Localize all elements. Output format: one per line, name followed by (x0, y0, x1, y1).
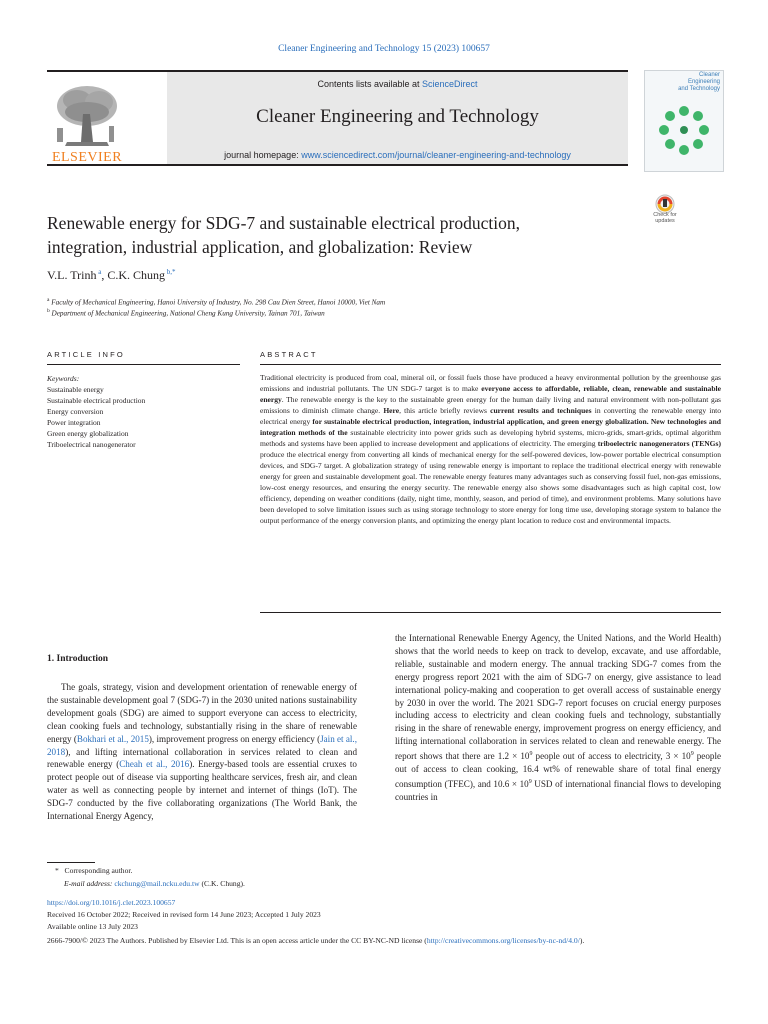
cover-title (650, 72, 720, 93)
affiliation-marker[interactable]: b,* (166, 268, 176, 276)
affiliation-marker: a (47, 297, 50, 303)
keyword-item: Sustainable energy (47, 385, 104, 394)
footnote-divider (47, 862, 95, 863)
citation-link[interactable]: Jain et al., 2018 (47, 733, 357, 757)
author-name[interactable]: C.K. Chung (107, 268, 166, 282)
journal-title: Cleaner Engineering and Technology (256, 106, 539, 127)
article-title-line2: integration, industrial application, and globalization: Review (47, 237, 473, 257)
keyword-item: Sustainable electrical production (47, 396, 146, 405)
affiliation-a (47, 297, 385, 306)
affiliation-marker[interactable]: a (98, 268, 102, 276)
cover-title-line1: Cleaner (698, 72, 720, 78)
keyword-item: Triboelectrical nanogenerator (47, 440, 136, 449)
sciencedirect-link[interactable]: ScienceDirect (422, 79, 478, 89)
abstract-body: Traditional electricity is produced from coal, mineral oil, or fossil fuels those have produced a heavy environmental pollution by the greenhouse gas emissions and industrial pollutants. The UN SDG-7 target is to make everyone access to affordable, reliable, clean, renewable and sustainable energy. The renewable energy is the key to the sustainable green energy for the human daily living and natural environment with non-pollutant gas emissions to diminish climate change. Here, this article briefly reviews current results and techniques in converting the renewable energy into electrical energy for sustainable electrical production, integration, industrial application, and green energy globalization. New technologies and integration methods of the sustainable electricity into power grids such as developing hybrid systems, micro-grids, smart-grids, optimal algorithm methods and systems have been applied to increase development and applications of electricity. The emerging triboelectric nanogenerators (TENGs) produce the electrical energy from converting all kinds of mechanical energy for the self-powered devices, low-power portable electrical consumption devices, and SDG-7 target. A globalization strategy of using renewable energy is important to replace the traditional electrical energy with renewable energy for green and sustainable development goal. The renewable energy features many advantages such as conserving fossil fuel, non-gas emissions, low-cost energy resources, and ensuring the energy security. The renewable energy also shows some disadvantages such as high capital cost, low efficiency, depending on weather conditions (daily, night time, monthly, season, and period of time), and environment problems. Many solutions have been developed to solve limitation issues such as using storage technology to store energy for long time use, developing storage system to balance the output performance of the energy conversion plants, and optimizing the energy plant location to reduce cost and environmental impacts. (260, 373, 721, 525)
cover-title-line3: and Technology (678, 86, 720, 92)
cover-graphic-icon (652, 100, 716, 166)
email-link[interactable]: ckchung@mail.ncku.edu.tw (114, 879, 200, 888)
citation-link[interactable]: Bokhari et al., 2015 (76, 733, 149, 744)
contents-availability (167, 79, 628, 89)
author-separator: , (101, 268, 108, 282)
keyword-item: Power integration (47, 418, 101, 427)
corresponding-author-note: * Corresponding author. (55, 866, 133, 875)
homepage-prefix: journal homepage: (224, 150, 302, 160)
abstract-heading: ABSTRACT (260, 350, 318, 359)
article-info-heading: ARTICLE INFO (47, 350, 125, 359)
check-updates-line1: Check for (653, 212, 677, 218)
divider (260, 364, 721, 365)
author-list (47, 268, 176, 283)
affiliation-marker: b (47, 308, 50, 314)
affiliation-text: Faculty of Mechanical Engineering, Hanoi University of Industry, No. 298 Cau Dien Street, Hanoi 10000, Viet Nam (51, 298, 386, 307)
journal-homepage (167, 150, 628, 160)
article-title-line1: Renewable energy for SDG-7 and sustainable electrical production, (47, 213, 520, 233)
article-title (47, 211, 627, 259)
running-head[interactable]: Cleaner Engineering and Technology 15 (2023) 100657 (278, 44, 490, 54)
affiliation-b (47, 308, 325, 317)
cover-title-line2: Engineering (687, 79, 720, 85)
body-column-left: The goals, strategy, vision and development orientation of renewable energy of the sustainable development goal 7 (SDG-7) in the 2030 united nations sustainability development goals (SDG) are aimed to support everyone can access to electricity, clean cooking fuels and technology, substantially rising in the share of renewable energy (Bokhari et al., 2015), improvement progress on energy efficiency (Jain et al., 2018), and lifting international collaboration in services related to clean and renewable energy (Cheah et al., 2016). Energy-based tools are essential cruxes to protect people out of disease via supporting healthcare services, fresh air, and clean water as well as connecting people by internet and internet of things (IoT). The SDG-7 conducted by the five collaborating organizations (The World Bank, the International Energy Agency, (47, 682, 357, 822)
available-online-date: Available online 13 July 2023 (47, 922, 138, 931)
author-name[interactable]: V.L. Trinh (47, 268, 97, 282)
keyword-item: Green energy globalization (47, 429, 129, 438)
affiliation-text: Department of Mechanical Engineering, National Cheng Kung University, Tainan 701, Taiwan (51, 309, 325, 318)
journal-homepage-link[interactable]: www.sciencedirect.com/journal/cleaner-engineering-and-technology (301, 150, 571, 160)
check-updates-line2: updates (655, 218, 675, 224)
license-link[interactable]: http://creativecommons.org/licenses/by-nc-nd/4.0/ (426, 936, 580, 945)
email-note: E-mail address: ckchung@mail.ncku.edu.tw (C.K. Chung). (64, 879, 245, 888)
received-dates: Received 16 October 2022; Received in revised form 14 June 2023; Accepted 1 July 2023 (47, 910, 321, 919)
body-column-right: the International Renewable Energy Agency, the United Nations, and the World Health) shows that the world needs to keep on track to develop, excavate, and use affordable, reliable, sustainable and modern energy. The annual tracking SDG-7 comes from the energy progress report 2021 with the aim of SDG-7 on energy, give assistance to lead international policy-making and cooperation to get overall access of sustainable energy by 2030 in over the world. The 2021 SDG-7 report focuses on crucial energy purposes including access to electricity and clean cooking fuels and technology, substantially rising in the share of renewable energy, improvement progress on energy efficiency, and lifting international collaboration in services related to clean and renewable energy. The report shows that there are $1.2 \times 10^9$ people out of access to electricity, $3 \times 10^9$ people out of access to clean cooking, 16.4 wt% of renewable share of total final energy consumption (TFEC), and $10.6 \times 10^9$ USD of international financial flows to developing countries in (395, 633, 722, 802)
elsevier-wordmark[interactable]: ELSEVIER (51, 150, 123, 165)
citation-link[interactable]: Cheah et al., 2016 (119, 759, 190, 770)
section-heading-introduction: 1. Introduction (47, 654, 109, 664)
contents-prefix: Contents lists available at (317, 79, 423, 89)
keywords-label: Keywords: (47, 374, 80, 383)
masthead-bottom-rule (47, 164, 628, 166)
check-for-updates-label (645, 212, 685, 224)
keyword-item: Energy conversion (47, 407, 104, 416)
license-statement: 2666-7900/© 2023 The Authors. Published by Elsevier Ltd. This is an open access article under the CC BY-NC-ND license (http://creativecommons.org/licenses/by-nc-nd/4.0/). (47, 936, 585, 945)
divider (260, 612, 721, 613)
doi-link[interactable]: https://doi.org/10.1016/j.clet.2023.100657 (47, 898, 176, 907)
divider (47, 364, 240, 365)
